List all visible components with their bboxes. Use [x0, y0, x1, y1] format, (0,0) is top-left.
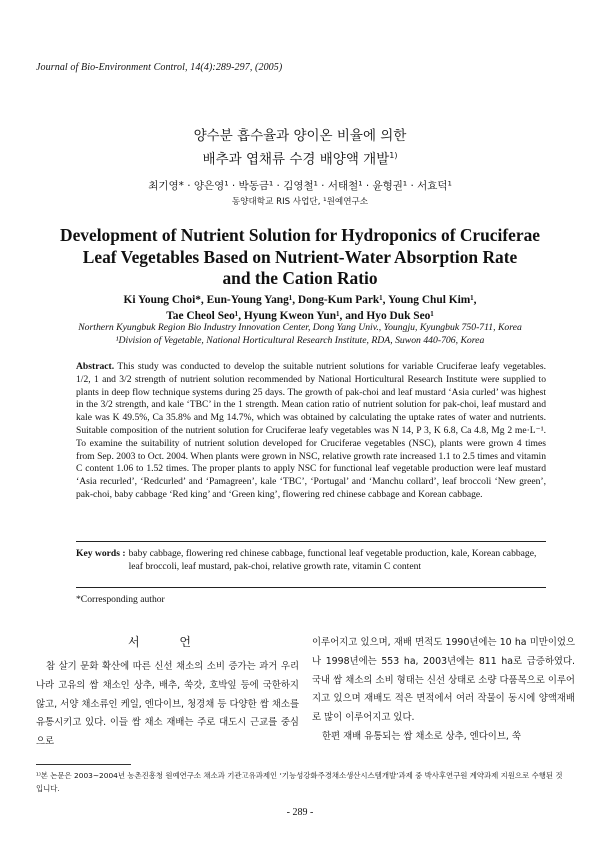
footnote: ¹⁾본 논문은 2003~2004년 농촌진흥청 원예연구소 채소과 기관고유과제인 ‘기능성강화주경채소생산시스템개발’과제 중 박사후연구원 계약과제 지원으로 수행된 것입니다.: [36, 771, 563, 793]
english-affiliation-line-1: Northern Kyungbuk Region Bio Industry Innovation Center, Dong Yang Univ., Youngju, Kyungbuk 750-711, Korea: [78, 322, 522, 333]
keywords-label: Key words :: [76, 548, 126, 559]
footnote-rule: [36, 764, 131, 765]
abstract: [76, 361, 546, 502]
english-authors-line-2: Tae Cheol Seo¹, Hyung Kweon Yun¹, and Hyo Duk Seo¹: [166, 310, 434, 322]
keywords-bottom-rule: [76, 587, 546, 588]
right-column: [312, 634, 575, 747]
journal-citation: Journal of Bio-Environment Control, 14(4):289-297, (2005): [36, 62, 283, 73]
keywords-text: baby cabbage, flowering red chinese cabbage, functional leaf vegetable production, kale, Korean cabbage, leaf broccoli, leaf mustard, pak-choi, relative growth rate, vitamin C content: [128, 548, 537, 572]
keywords-top-rule: [76, 541, 546, 542]
left-column: [36, 658, 299, 752]
section-heading-introduction: 서 언: [128, 635, 209, 649]
korean-title: [0, 126, 600, 170]
english-authors-line-1: Ki Young Choi*, Eun-Young Yang¹, Dong-Kum Park¹, Young Chul Kim¹,: [123, 294, 477, 306]
korean-authors: 최기영* · 양은영¹ · 박동금¹ · 김영철¹ · 서태철¹ · 윤형권¹ · 서효덕¹: [148, 180, 452, 192]
english-title-line-3: and the Cation Ratio: [222, 268, 378, 288]
english-authors: [0, 292, 600, 324]
english-affiliation-line-2: ¹Division of Vegetable, National Horticultural Research Institute, RDA, Suwon 440-706, Korea: [115, 334, 485, 346]
korean-title-line-1: 양수분 흡수율과 양이온 비율에 의한: [193, 128, 407, 144]
corresponding-author-note: *Corresponding author: [76, 594, 165, 605]
korean-title-line-2-text: 배추과 엽채류 수경 배양액 개발: [202, 151, 390, 168]
english-title-line-2: Leaf Vegetables Based on Nutrient-Water Absorption Rate: [82, 246, 518, 267]
left-column-paragraph: 참 살기 문화 확산에 따른 신선 채소의 소비 증가는 과거 우리나라 고유의 쌈 채소인 상추, 배추, 쑥갓, 호박잎 등에 국한하지 않고, 서양 채소류인 케일, 엔다이브, 청경채 등 다양한 쌈 채소를 유통시키고 있다. 이들 쌈 채소 재배는 주로 대도시 근교를 중심으로: [36, 661, 299, 748]
korean-title-line-2: [0, 146, 600, 170]
keywords: [76, 548, 546, 574]
abstract-text: This study was conducted to develop the suitable nutrient solutions for variable Cruciferae leafy vegetables. 1/2, 1 and 3/2 strength of nutrient solution recommended by National Horticultural Research Institute were supplied to plants in deep flow technique systems during 25 days. The growth of pak-choi and leaf mustard ‘Asia curled’ was highest in the 3/2 strength, and kale ‘TBC’ in the 1 strength. Mean cation ratio of nutrient solution for pak-choi, leaf mustard and kale was K 49.5%, Ca 35.8% and Mg 14.7%, which was obtained by calculating the uptake rates of water and nutrients. Suitable composition of the nutrient solution for Cruciferae leafy vegetables was N 14, P 3, K 6.8, Ca 4.8, Mg 2 me·L⁻¹. To examine the suitability of nutrient solution developed for Cruciferae vegetables (NSC), plants were grown 4 times from Sep. 2003 to Oct. 2004. When plants were grown in NSC, relative growth rate increased 1.1 to 2.5 times and vitamin C content 1.06 to 1.52 times. The proper plants to apply NSC for functional leaf vegetable production were leaf mustard ‘Asia recurled’, ‘Redcurled’ and ‘Pamagreen’, kale ‘TBC’, ‘Portugal’ and ‘Manchu collard’, leaf broccoli ‘New green’, pak-choi, baby cabbage ‘Red king’ and ‘Green king’, flowering red chinese cabbage and Korean cabbage.: [76, 361, 546, 500]
english-title-line-1: Development of Nutrient Solution for Hydroponics of Cruciferae: [60, 225, 540, 245]
page-number: - 289 -: [286, 807, 314, 818]
footnote-marker: 1): [389, 151, 398, 160]
english-affiliation: [0, 322, 600, 347]
english-title: [0, 225, 600, 290]
right-column-paragraph-2: 한편 재배 유통되는 쌈 채소로 상추, 엔다이브, 쑥: [322, 730, 521, 742]
right-column-paragraph-1: 이루어지고 있으며, 재배 면적도 1990년에는 10 ha 미만이었으나 1998년에는 553 ha, 2003년에는 811 ha로 급증하였다. 국내 쌈 채소의 소비 형태는 신선 상태로 소량 다품목으로 이루어지고 있으며 재배도 적은 면적에서 여러 작물이 동시에 양액재배로 많이 이루어지고 있다.: [312, 637, 575, 724]
abstract-label: Abstract.: [76, 361, 115, 372]
korean-affiliation: 동양대학교 RIS 사업단, ¹원예연구소: [231, 197, 369, 207]
